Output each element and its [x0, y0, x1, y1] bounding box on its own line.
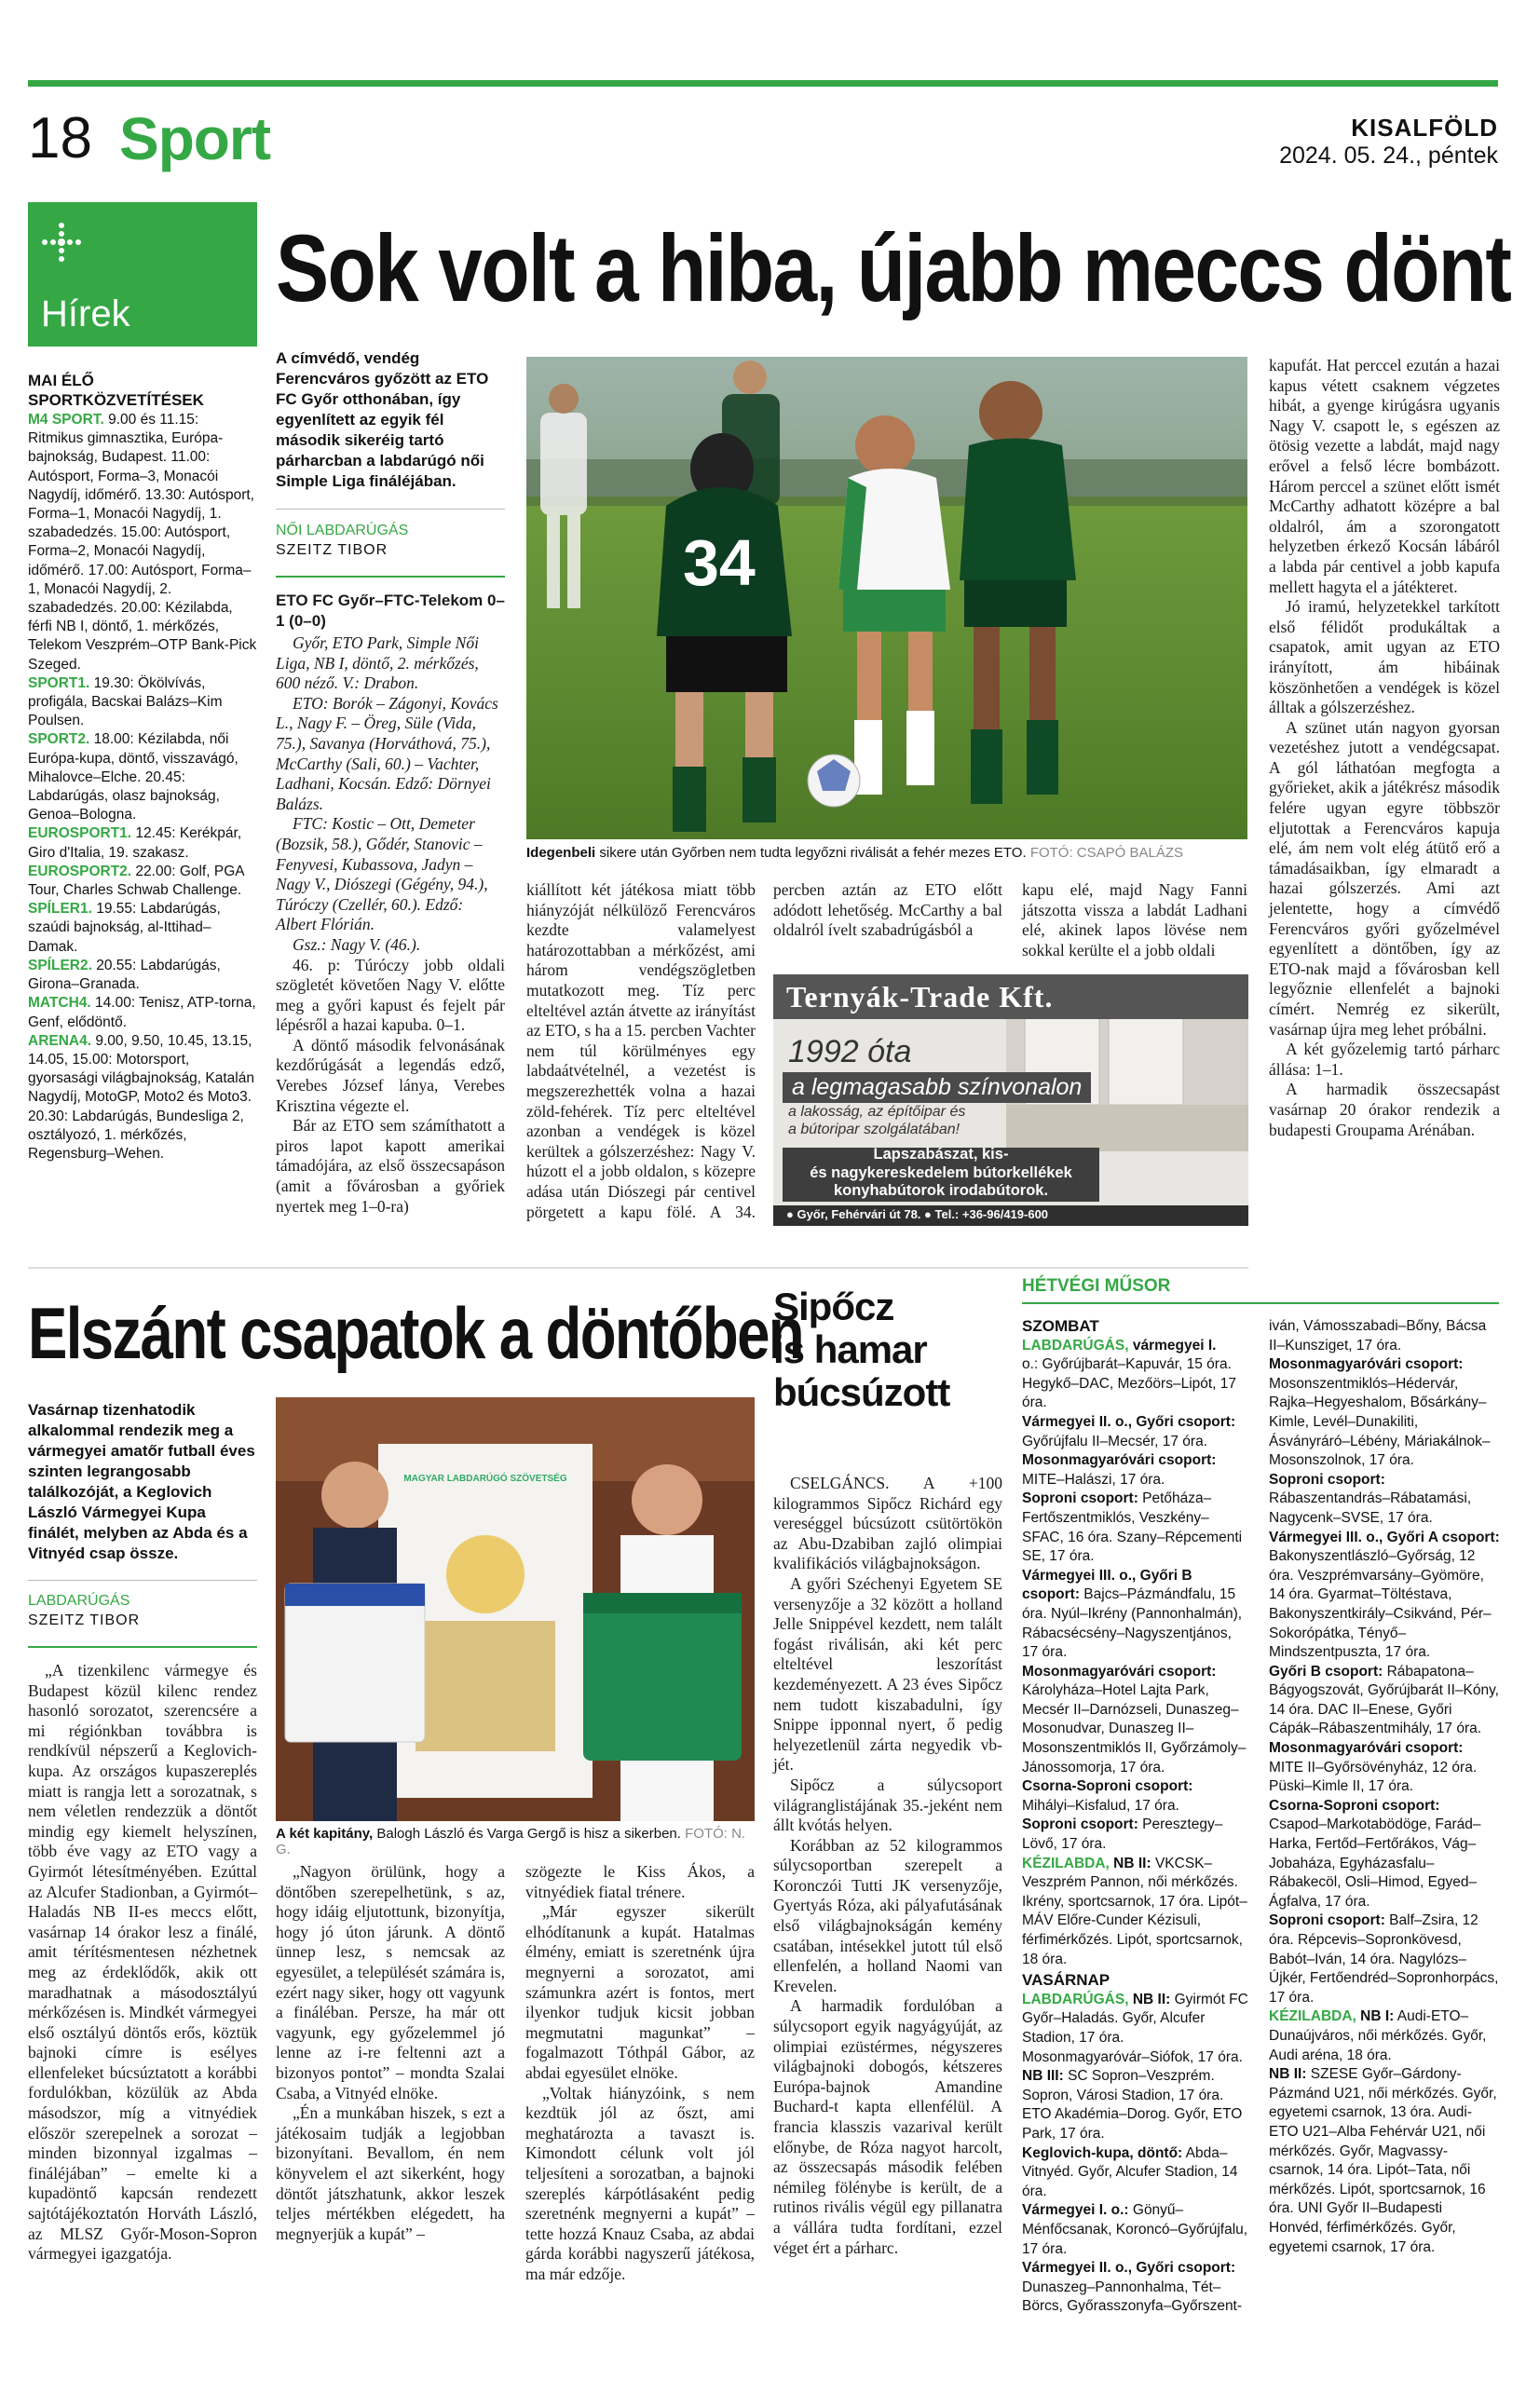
match-box — [276, 591, 505, 956]
paragraph: A szünet után nagyon gyorsan vezetéshez jutott a vendégcsapat. A gól láthatóan megfogta a győrieket, akik a játékrész második felére ugyan egyre többször eljutottak a Ferencváros kapuja elé, ám nem volt elég átütő erő a támadásaikban, így elmaradt a hazai gólszerzés. Ami azt jelentette, hogy a címvédő Ferencváros győri győzelmével egyenlített a döntőben, így az ETO-nak majd a fővárosban kell legyőznie ellenfelét a bajnoki címért. Nemrég ez sikerült, vasárnap újra meg lehet próbálni. — [1269, 717, 1500, 1039]
program-col2 — [1269, 1317, 1500, 2257]
paragraph: Sipőcz a súlycsoport világranglistájának 35.-jeként nem állt kvótás helyen. — [773, 1775, 1002, 1835]
ad-slogan: a legmagasabb színvonalon — [783, 1072, 1091, 1103]
tv-item — [28, 994, 257, 1031]
program-text: Győrújfalu II–Mecsér, 17 óra. — [1022, 1433, 1208, 1449]
lineup-ftc: FTC: Kostic – Ott, Demeter (Bozsik, 58.), Gődér, Stanovic – Fenyvesi, Kubassova, Jadyn – Nagy V., Diószegi (Gégény, 94.), Túróczy (Czellér, 60.). Edző: Albert Flórián. — [276, 814, 488, 934]
tv-channel: ARENA4. — [28, 1032, 92, 1049]
tv-channel: EUROSPORT2. — [28, 863, 132, 879]
program-league: NB II: — [1269, 2066, 1307, 2083]
article1-byline: SZEITZ TIBOR — [276, 542, 388, 558]
program-item — [1269, 1663, 1500, 1739]
captains-photo — [276, 1397, 755, 1821]
tv-item — [28, 863, 257, 900]
program-league: NB I: — [1356, 2008, 1395, 2025]
program-item — [1269, 1355, 1500, 1471]
page-number: 18 — [28, 106, 92, 170]
program-text: MITE II–Győrsövényház, 12 óra. Püski–Kimle II, 17 óra. — [1269, 1759, 1478, 1795]
tv-channel: SPÍLER1. — [28, 901, 92, 918]
article1-tag: NŐI LABDARÚGÁS — [276, 523, 409, 538]
section-title: Sport — [119, 105, 271, 172]
ad-contact: ● Győr, Fehérvári út 78. ● Tel.: +36-96/419-600 — [786, 1207, 1049, 1221]
article2-col3 — [525, 1862, 755, 2284]
program-col1 — [1022, 1315, 1249, 2317]
program-text: Rábaszentandrás–Rábatamási, Nagycenk–SVSE, 17 óra. — [1269, 1490, 1472, 1526]
program-item — [1022, 2144, 1249, 2202]
program-league: NB II: — [1109, 1855, 1151, 1871]
program-day: VASÁRNAP — [1022, 1971, 1110, 1990]
program-league: Mosonmagyaróvári csoport: — [1269, 1740, 1464, 1757]
paragraph: A két győzelemig tartó párharc állása: 1–1. — [1269, 1040, 1500, 1079]
article1-col3: kiállított két játékosa miatt több hiányzóját nélkülöző Ferencváros kezdte valamelyest határozottabban a mérkőzést, ami három vendégszögletben mutatkozott meg. Tíz perc elteltével aztán átvette az irányítást az ETO, s ha a 15. percben Vachter nem túl körülményes egy labdaátvételnél, a vezetést is megszerezhették volna a hazai zöld-fehérek. Tíz perc elteltével azonban a vendégek is közel kerültek a gólszerzéshez: Nagy V. húzott el a jobb oldalon, s közepre adása után Diószegi pár centivel pörgetett a kapu fölé. A 34. percben aztán az ETO előtt adódott lehetőség. McCarthy a bal oldalról ívelt szabadrúgásból a — [526, 880, 1002, 1221]
program-league: Keglovich-kupa, döntő: — [1022, 2144, 1183, 2161]
article1-photo-caption: Idegenbeli sikere után Győrben nem tudta legyőzni riválisát a fehér mezes ETO. FOTÓ: CSAPÓ BALÁZS — [526, 845, 1184, 861]
paragraph: A győri Széchenyi Egyetem SE versenyzője a 32 között a holland Jelle Snippével kezdett, nem talált fogást riválisán, aki két perc elteltével leszorítást kezdeményezett. A 23 éves Sipőcz nem tudott kiszabadulni, így Snippe ipponnal nyert, ő pedig helyezetlenül zárta negyedik vb-jét. — [773, 1573, 1002, 1775]
program-text: Bajcs–Pázmándfalu, 15 óra. Nyúl–Ikrény (Pannonhalmán), Rábacsécsény–Nagyszentjános, 17 óra. — [1022, 1586, 1243, 1661]
tv-item — [28, 824, 257, 862]
program-item — [1269, 1797, 1500, 1912]
program-league: Soproni csoport: — [1269, 1471, 1385, 1488]
program-sport: LABDARÚGÁS, — [1022, 1337, 1129, 1354]
match-title: ETO FC Győr–FTC-Telekom 0–1 (0–0) — [276, 592, 505, 630]
paragraph: A döntő második felvonásának kezdőrúgását a legendás edző, Verebes József lánya, Verebes Krisztina végezte el. — [276, 1035, 505, 1115]
program-text: Audi-ETO–Dunaújváros, női mérkőzés. Győr, Audi aréna, 18 óra. — [1269, 2008, 1487, 2063]
tv-item — [28, 411, 257, 674]
article2-col1: „A tizenkilenc vármegye és Budapest közül kilenc rendez hasonló sorozatot, szerencsére a mi régiónkban továbbra is rendkívül népszerű a Keglovich-kupa. Az országos kupaszereplés miatt is rangja lett a sorozatnak, s nem véletlen rendezzük a döntőt mindig egy kiemelt helyszínen, több éve vagy az ETO vagy a Gyirmót létesítményében. Ezúttal az Alcufer Stadionban, a Gyirmót–Haladás NB II-es meccs előtt, vasárnap 14 órakor lesz a finálé, amit térítésmentesen nézhetnek meg az érdeklődők, akik ott maradhatnak a másodosztályú mérkőzésen is. Mindkét vármegyei első osztályú döntős erős, köztük bajnoki címre is esélyes ellenfeleket búcsúztatott a korábbi fordulókban, közülük az Abda másodszor, míg a vitnyédiek először szerepelnek a sorozat – minden bizonnyal izgalmas – fináléjában” – emelte ki a kupadöntő kapcsán rendezett sajtótájékoztatón Horváth László, az MLSZ Győr-Moson-Sopron vármegyei igazgatója. — [28, 1661, 257, 2264]
article3-headline: Sipőcz is hamar búcsúzott — [773, 1285, 950, 1414]
match-details: Győr, ETO Park, Simple Női Liga, NB I, döntő, 2. mérkőzés, 600 néző. V.: Drabon. — [276, 633, 479, 693]
program-league: Mosonmagyaróvári csoport: — [1269, 1356, 1464, 1373]
tv-channel: EUROSPORT1. — [28, 825, 132, 842]
program-league: Mosonmagyaróvári csoport: — [1022, 1452, 1217, 1469]
news-box-label: Hírek — [41, 293, 130, 334]
program-text: SZESE Győr–Gárdony-Pázmánd U21, női mérkőzés. Győr, egyetemi csarnok, 13 óra. Audi-ETO U21–Alba Fehérvár U21, női mérkőzés. Győr, Magvassy-csarnok, 14 óra. Lipót–Tata, női mérkőzés. Lipót, sportcsarnok, 16 óra. UNI Győr II–Budapesti Honvéd, férfimérkőzés. Győr, egyetemi csarnok, 17 óra. — [1269, 2066, 1497, 2255]
ad-services: Lapszabászat, kis- és nagykereskedelem bútorkellékek konyhabútorok irodabútorok. — [810, 1146, 1072, 1199]
program-league: Csorna-Soproni csoport: — [1022, 1778, 1193, 1795]
svg-text:34: 34 — [683, 526, 756, 599]
tv-item-text: 9.00, 9.50, 10.45, 13.15, 14.05, 15.00: Motorsport, gyorsasági világbajnokság, Katalán Nagydíj, MotoGP, Moto2 és Moto3. 20.30: Labdarúgás, Bundesliga 2, osztályozó, 1. mérkőzés, Regensburg–Wehen. — [28, 1032, 254, 1162]
paragraph: „Voltak hiányzóink, s nem kezdtük jól az őszt, ami meghatározta a tavaszt is. Kimondott célunk volt jól teljesíteni a sorozatban, a bajnoki szereplés kárpótlásaként pedig szeretnénk megnyerni a kupát” – tette hozzá Knauz Csaba, az abdai gárda korábbi nagyszerű játékosa, ma már edzője. — [525, 2083, 755, 2283]
issue-date: 2024. 05. 24., péntek — [1279, 143, 1498, 169]
tv-item — [28, 1032, 257, 1163]
tv-channel: SPORT1. — [28, 674, 90, 691]
tv-item — [28, 674, 257, 731]
program-text: Károlyháza–Hotel Lajta Park, Mecsér II–Darnózseli, Dunaszeg–Mosonudvar, Dunaszeg II–Mosonszentmiklós II, Győrzámoly–Jánossomorja, 17 óra. — [1022, 1682, 1247, 1775]
tv-title: MAI ÉLŐ SPORTKÖZVETÍTÉSEK — [28, 372, 204, 409]
svg-text:MAGYAR LABDARÚGÓ SZÖVETSÉG: MAGYAR LABDARÚGÓ SZÖVETSÉG — [403, 1474, 567, 1484]
program-league: Vármegyei I. o.: — [1022, 2202, 1129, 2219]
program-item — [1022, 2201, 1249, 2259]
paragraph: szögezte le Kiss Ákos, a vitnyédiek fiatal trénere. — [525, 1862, 755, 1901]
program-text: Rábapatona–Bágyogszovát, Győrújbarát II–Kóny, 14 óra. DAC II–Enese, Győri Cápák–Rábaszentmihály, 17 óra. — [1269, 1663, 1499, 1737]
program-text: Abda–Vitnyéd. Győr, Alcufer Stadion, 14 óra. — [1022, 2144, 1238, 2199]
tv-item — [28, 957, 257, 994]
program-item — [1022, 1777, 1249, 1816]
top-rule — [28, 80, 1498, 87]
program-title: HÉTVÉGI MŰSOR — [1022, 1276, 1499, 1304]
program-sport: KÉZILABDA, — [1022, 1855, 1110, 1871]
article1-col4: kapu elé, majd Nagy Fanni játszotta vissza a labdát Ladhani elé, akinek lapos lövése nem sokkal kerülte el a jobb oldali — [1022, 880, 1247, 959]
program-item — [1022, 1567, 1249, 1663]
program-item — [1022, 2067, 1249, 2143]
program-league: Csorna-Soproni csoport: — [1269, 1797, 1440, 1814]
program-sport: KÉZILABDA, — [1269, 2008, 1356, 2025]
article1-intro — [276, 348, 505, 1217]
program-league: Vármegyei II. o., Győri csoport: — [1022, 1413, 1236, 1430]
program-item — [1022, 1663, 1249, 1778]
tv-item-text: 14.00: Tenisz, ATP-torna, Genf, elődöntő. — [28, 995, 256, 1030]
article3-body — [773, 1474, 1002, 2258]
newspaper-name: KISALFÖLD — [1351, 114, 1498, 142]
program-text: iván, Vámosszabadi–Bőny, Bácsa II–Kunsziget, 17 óra. — [1269, 1318, 1487, 1354]
program-item — [1022, 1451, 1249, 1490]
program-league: NB II: — [1128, 1991, 1171, 2007]
program-text: MITE–Halászi, 17 óra. — [1022, 1471, 1165, 1488]
tv-list — [28, 411, 257, 1163]
article2-lead: Vasárnap tizenhatodik alkalommal rendezik meg a vármegyei amatőr futball éves szinten legrangosabb találkozóját, a Keglovich László Vármegyei Kupa finálét, melyben az Abda és a Vitnyéd csap össze. — [28, 1401, 255, 1562]
program-text: Csapod–Markotabödöge, Farád–Harka, Fertőd–Fertőrákos, Vág–Jobaháza, Egyházasfalu–Rábakecöl, Osli–Himod, Egyed–Ágfalva, 17 óra. — [1269, 1816, 1481, 1910]
program-text: Bakonyszentlászló–Győrság, 12 óra. Veszprémvarsány–Gyömöre, 14 óra. Gyarmat–Töltéstava, Bakonyszentkirály–Csikvánd, Pér–Sokorópátka, Tényő–Mindszentpuszta, 17 óra. — [1269, 1548, 1492, 1661]
lineup-eto: ETO: Borók – Zágonyi, Kovács L., Nagy F. – Öreg, Süle (Vida, 75.), Savanya (Horváthová, 75.), McCarthy (Sali, 60.) – Vachter, Ladhani, Kocsán. Edző: Dörnyei Balázs. — [276, 693, 498, 813]
program-league: Soproni csoport: — [1022, 1816, 1138, 1833]
tv-channel: SPÍLER2. — [28, 957, 92, 973]
program-text: SC Sopron–Veszprém. Sopron, Városi Stadion, 17 óra. ETO Akadémia–Dorog. Győr, ETO Park, 17 óra. — [1022, 2068, 1243, 2142]
tv-item — [28, 900, 257, 957]
article1-col5 — [1269, 356, 1500, 1140]
program-item — [1022, 1355, 1249, 1413]
paragraph: Korábban az 52 kilogrammos súlycsoportban szerepelt a Koronczói Tutti JK versenyzője, Gyertyás Róza, aki pályafutásának első világbajnokságán kemény csatában, intésekkel jutott túl első ellenfelén, a holland Naomi van Krevelen. — [773, 1835, 1002, 1995]
dots-icon — [40, 221, 83, 264]
program-league: Vármegyei III. o., Győri B csoport: — [1022, 1567, 1192, 1603]
program-item — [1022, 1816, 1249, 1854]
tv-listings — [28, 371, 257, 1163]
article2-tag: LABDARÚGÁS — [28, 1593, 130, 1609]
program-item — [1022, 1855, 1249, 1970]
divider — [28, 1267, 1248, 1269]
ad-sub1: a lakosság, az építőipar és — [788, 1104, 966, 1120]
article1-headline: Sok volt a hiba, újabb meccs dönt — [276, 215, 1511, 321]
paragraph: 46. p: Túróczy jobb oldali szögletét követően Nagy V. előtte meg a győri kapust és fejelt pár lépésről a hazai kapuba. 0–1. — [276, 955, 505, 1035]
program-item — [1269, 1911, 1500, 2007]
article2-photo-caption: A két kapitány, Balogh László és Varga Gergő is hisz a sikerben. FOTÓ: N. G. — [276, 1826, 746, 1857]
tv-item-text: 18.00: Kézilabda, női Európa-kupa, döntő, visszavágó, Mihalovce–Elche. 20.45: Labdarúgás, olasz bajnokság, Genoa–Bologna. — [28, 731, 238, 823]
paragraph: „Én a munkában hiszek, s ezt a játékosaim tudják a legjobban bizonyítani. Bevallom, én nem könyvelem el azt sikerként, hogy döntőt játszhatunk, akkor leszek teljes mértékben elégedett, ha megnyerjük a kupát” – — [276, 2103, 505, 2243]
article2-col2 — [276, 1862, 505, 2244]
program-text: Mihályi–Kisfalud, 17 óra. — [1022, 1797, 1179, 1814]
program-text: o.: Győrújbarát–Kapuvár, 15 óra. Hegykő–DAC, Mezőörs–Lipót, 17 óra. — [1022, 1356, 1237, 1411]
paragraph: „Nagyon örülünk, hogy a döntőben szerepelhetünk, s az, hogy idáig eljutottunk, bizonyítja, hogy jó úton járunk. A döntő ünnep lesz, s nemcsak az egyesület, a települését számára is, ezért nagy siker, hogy ott vagyunk a fináléban. Persze, ha már ott vagyunk, egy győzelemmel jó lenne az i-re feltenni azt a bizonyos pontot” – mondta Szalai Csaba, a Vitnyéd elnöke. — [276, 1862, 505, 2102]
paragraph: kapufát. Hat perccel ezután a hazai kapus vétett csaknem végzetes hibát, a gyenge kirúgásra ugyanis Nagy V. csapott le, s egészen az ötösig vezette a labdát, majd nagy erővel a felső lécre bombázott. Három perccel a szünet előtt ismét McCarthy adhatott középre a bal oldalról, ám a szorongatott helyzetben érkező Kocsán lábáról a labda pár centivel a jobb kapufa mellett hagyta el a játékteret. — [1269, 356, 1500, 596]
paragraph: Bár az ETO sem számíthatott a piros lapot kapott amerikai támadójára, az első összecsapáson (amit a fővárosban a győriek nyertek meg 1–0-ra) — [276, 1116, 505, 1216]
program-item — [1269, 1529, 1500, 1663]
article1-col2 — [276, 956, 505, 1218]
program-text: Peresztegy–Lövő, 17 óra. — [1022, 1816, 1223, 1853]
advertisement[interactable] — [773, 974, 1248, 1226]
program-item — [1022, 1991, 1249, 2067]
program-item — [1022, 1337, 1249, 1356]
program-item — [1269, 1317, 1500, 1355]
program-league: Győri B csoport: — [1269, 1663, 1383, 1680]
tv-channel: SPORT2. — [28, 731, 90, 748]
program-text: Dunaszeg–Pannonhalma, Tét–Börcs, Győrasszonyfa–Győrszent- — [1022, 2279, 1243, 2315]
ad-company: Ternyák-Trade Kft. — [786, 980, 1054, 1014]
article2-headline: Elszánt csapatok a döntőben — [28, 1292, 804, 1374]
paragraph: Jó iramú, helyzetekkel tarkított első félidőt produkáltak a csapatok, amit ugyan az ETO irányított, ám hibáinak köszönhetően a vendégek is közel álltak a gólszerzéshez. — [1269, 597, 1500, 717]
program-league: Soproni csoport: — [1022, 1490, 1138, 1507]
program-league: Soproni csoport: — [1269, 1912, 1385, 1929]
program-item — [1022, 1490, 1249, 1566]
article2-byline: SZEITZ TIBOR — [28, 1612, 141, 1628]
tv-item-text: 19.30: Ökölvívás, profigála, Bacskai Balázs–Kim Poulsen. — [28, 674, 223, 729]
program-item — [1269, 1471, 1500, 1529]
paragraph: A harmadik fordulóban a súlycsoport egyik nagyágyúját, az olimpiai ezüstérmes, négyszeres világbajnoki dobogós, kétszeres Európa-bajnok Amandine Buchard-t kapta ellenfélül. A francia klasszis vazarival került előnybe, de Róza nagyot harcolt, az összecsapás második felében némileg fölénybe is került, de a rutinos rivális végül egy pillanatra a vállára tudta fordítani, ezzel véget ért a párharc. — [773, 1996, 1002, 2257]
program-league: NB III: — [1022, 2068, 1064, 2085]
program-text: Petőháza–Fertőszentmiklós, Veszkény–SFAC, 16 óra. Szany–Répcementi SE, 17 óra. — [1022, 1490, 1243, 1565]
tv-item-text: 20.55: Labdarúgás, Girona–Granada. — [28, 957, 221, 993]
program-league: Vármegyei II. o., Győri csoport: — [1022, 2260, 1236, 2277]
program-text: Gönyű–Ménfőcsanak, Koroncó–Győrújfalu, 17 óra. — [1022, 2202, 1248, 2257]
tv-item-text: 22.00: Golf, PGA Tour, Charles Schwab Challenge. — [28, 863, 244, 899]
program-sport: LABDARÚGÁS, — [1022, 1991, 1129, 2007]
program-text: VKCSK–Veszprém Pannon, női mérkőzés. Ikrény, sportcsarnok, 17 óra. Lipót–MÁV Előre-Cunder Kézisuli, férfimérkőzés. Lipót, sportcsarnok, 18 óra. — [1022, 1855, 1247, 1967]
tv-item-text: 9.00 és 11.15: Ritmikus gimnasztika, Európa-bajnokság, Budapest. 11.00: Autósport, Forma–3, Monacói Nagydíj, időmérő. 13.30: Autósport, Forma–1, Monacói Nagydíj, 1. szabadedzés. 15.00: Autósport, Forma–2, Monacói Nagydíj, időmérő. 17.00: Autósport, Forma–1, Monacói Nagydíj, 2. szabadedzés. 20.00: Kézilabda, férfi NB I, döntő, 1. mérkőzés, Telekom Veszprém–OTP Bank-Pick Szeged. — [28, 412, 257, 673]
tv-channel: M4 SPORT. — [28, 412, 104, 428]
program-league: Mosonmagyaróvári csoport: — [1022, 1663, 1217, 1680]
ad-sub2: a bútoripar szolgálatában! — [788, 1122, 961, 1137]
paragraph: A harmadik összecsapást vasárnap 20 órakor rendezik a budapesti Groupama Arénában. — [1269, 1080, 1500, 1139]
tv-item-text: 19.55: Labdarúgás, szaúdi bajnokság, al-Ittihad–Damak. — [28, 901, 221, 955]
paragraph: CSELGÁNCS. A +100 kilogrammos Sipőcz Richárd egy vereséggel búcsúzott csütörtökön az Abu-Dzabiban zajló olimpiai kvalifikációs világbajnokságon. — [773, 1474, 1002, 1573]
program-item — [1022, 1413, 1249, 1451]
program-text: Mosonszentmiklós–Hédervár, Rajka–Hegyeshalom, Bősárkány–Kimle, Levél–Dunakiliti, Ásványráró–Lébény, Máriakálnok–Mosonszolnok, 17 óra. — [1269, 1375, 1491, 1469]
tv-channel: MATCH4. — [28, 995, 91, 1012]
football-match-photo — [526, 357, 1247, 839]
program-league: vármegyei I. — [1128, 1337, 1217, 1354]
tv-item — [28, 730, 257, 824]
article2-intro — [28, 1400, 257, 2265]
paragraph: „Már egyszer sikerült elhódítanunk a kupát. Hatalmas élmény, emiatt is szeretnénk újra megnyerni a sorozatot, ami számunkra azért is fontos, mert ilyenkor tudjuk kicsit jobban megmutatni magunkat” – fogalmazott Tóthpál Gábor, az abdai egyesület elnöke. — [525, 1902, 755, 2082]
article1-lead: A címvédő, vendég Ferencváros győzött az ETO FC Győr otthonában, így egyenlített az egyik fél második sikeréig tartó párharcban a labdarúgó női Simple Liga fináléjában. — [276, 349, 489, 490]
program-item — [1269, 2065, 1500, 2257]
program-text: Gyirmót FC Győr–Haladás. Győr, Alcufer Stadion, 17 óra. Mosonmagyaróvár–Siófok, 17 óra. — [1022, 1991, 1248, 2065]
scorer: Gsz.: Nagy V. (46.). — [293, 934, 421, 954]
program-text: Balf–Zsira, 12 óra. Répcevis–Sopronkövesd, Babót–Iván, 14 óra. Nagylózs–Újkér, Fertőendréd–Sopronhorpács, 17 óra. — [1269, 1912, 1499, 2006]
program-league: Vármegyei III. o., Győri A csoport: — [1269, 1529, 1500, 1545]
program-item — [1269, 2007, 1500, 2065]
tv-item-text: 12.45: Kerékpár, Giro d'Italia, 19. szakasz. — [28, 825, 242, 861]
program-item — [1022, 2259, 1249, 2317]
program-item — [1269, 1739, 1500, 1797]
ad-since: 1992 óta — [788, 1034, 912, 1069]
program-day: SZOMBAT — [1022, 1317, 1099, 1335]
